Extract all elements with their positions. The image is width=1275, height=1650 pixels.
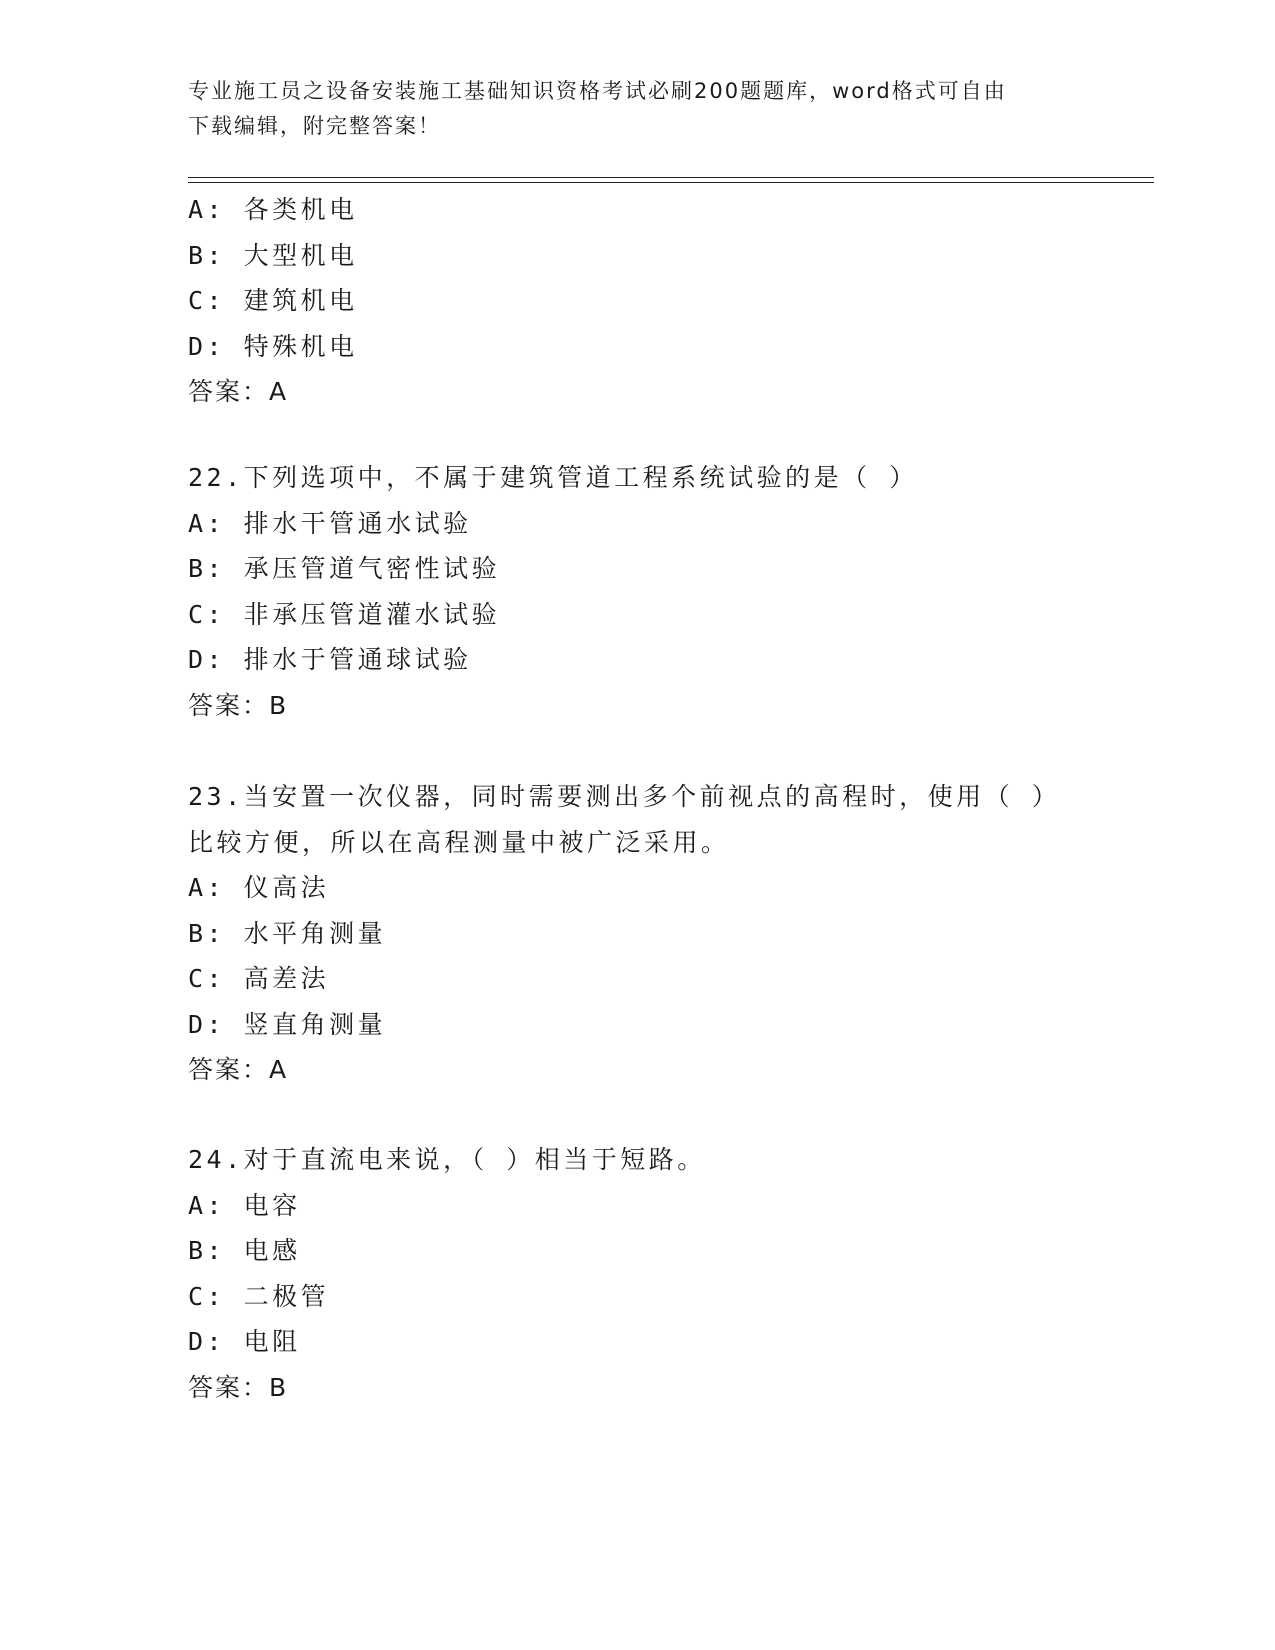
- option-a: A: 电容: [188, 1190, 301, 1220]
- option-d: D: 排水于管通球试验: [188, 645, 472, 674]
- option-c: C: 建筑机电: [188, 286, 358, 315]
- option-d: D: 特殊机电: [188, 331, 358, 361]
- option-d: D: 竖直角测量: [188, 1009, 387, 1039]
- answer: 答案：A: [188, 377, 289, 406]
- option-c: C: 高差法: [188, 964, 330, 993]
- header-divider-bottom: [188, 182, 1154, 183]
- question-block-23: [188, 774, 1118, 1093]
- document-header: [188, 74, 1068, 144]
- header-divider-top: [188, 177, 1154, 178]
- answer: 答案：B: [188, 1372, 289, 1402]
- question-block-continued: [188, 187, 1118, 415]
- header-line-2: 下载编辑，附完整答案！: [188, 114, 441, 138]
- option-b: B: 电感: [188, 1236, 301, 1265]
- question-text: 22.下列选项中，不属于建筑管道工程系统试验的是（ ）: [188, 463, 918, 492]
- option-a: A: 排水干管通水试验: [188, 508, 472, 538]
- question-block-24: [188, 1137, 1118, 1410]
- option-d: D: 电阻: [188, 1327, 301, 1356]
- option-c: C: 二极管: [188, 1281, 330, 1311]
- answer: 答案：B: [188, 690, 289, 720]
- answer: 答案：A: [188, 1055, 289, 1084]
- option-a: A: 各类机电: [188, 195, 358, 224]
- option-b: B: 水平角测量: [188, 918, 387, 948]
- header-line-1: 专业施工员之设备安装施工基础知识资格考试必刷200题题库，word格式可自由: [188, 79, 1007, 103]
- option-b: B: 大型机电: [188, 240, 358, 270]
- option-a: A: 仪高法: [188, 873, 330, 902]
- option-c: C: 非承压管道灌水试验: [188, 599, 501, 629]
- question-text-line-2: 比较方便，所以在高程测量中被广泛采用。: [188, 827, 730, 857]
- question-block-22: [188, 455, 1118, 728]
- option-b: B: 承压管道气密性试验: [188, 554, 501, 583]
- question-text: 24.对于直流电来说，（ ）相当于短路。: [188, 1145, 706, 1174]
- question-text-line-1: 23.当安置一次仪器，同时需要测出多个前视点的高程时，使用（ ）: [188, 782, 1061, 811]
